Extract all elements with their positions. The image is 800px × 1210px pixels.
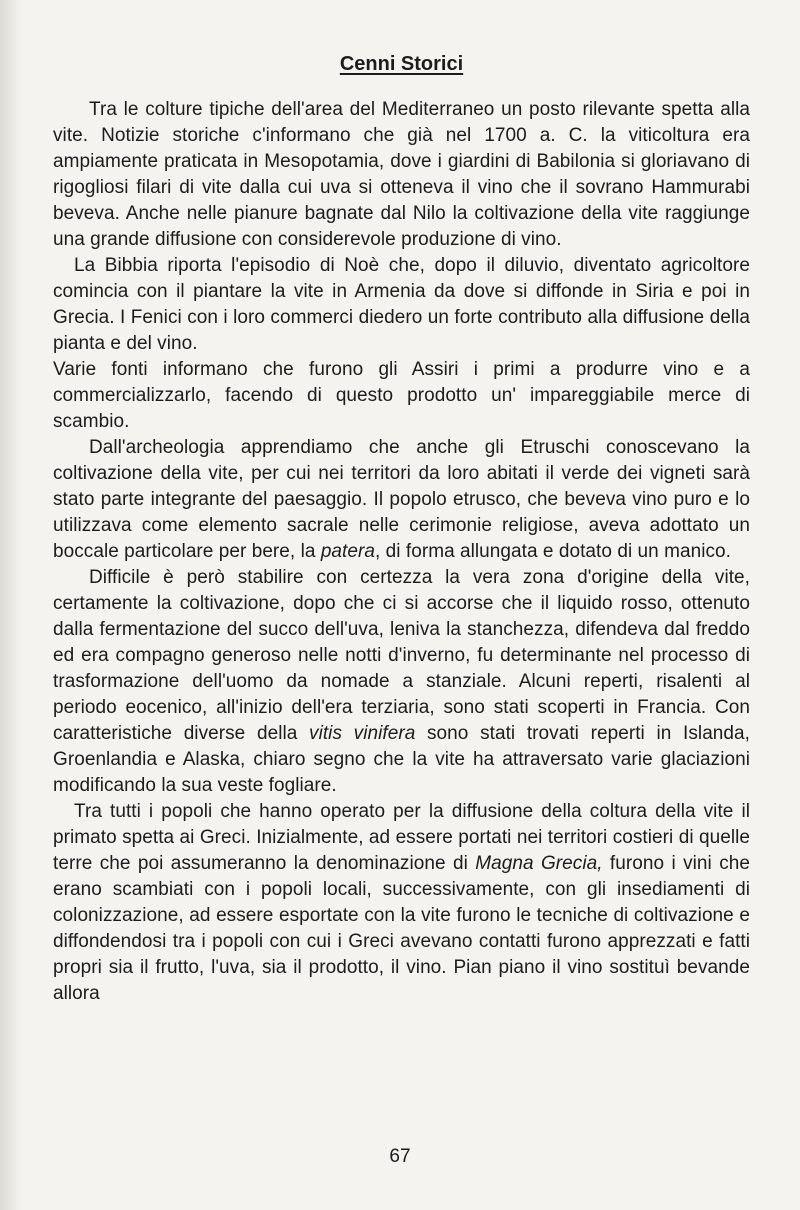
text-run: Tra tutti i popoli che hanno operato per la diffusione della coltura della vite il primato spetta ai Greci. Inizialmente, ad essere portati nei territori costieri di quelle terre che poi assumeranno la denominazione di [53,801,750,874]
paragraph-mesopotamia [53,97,750,253]
text-run: La Bibbia riporta l'episodio di Noè che, dopo il diluvio, diventato agricoltore comincia con il piantare la vite in Armenia da dove si diffonde in Siria e poi in Grecia. I Fenici con i loro commerci diedero un forte contributo alla diffusione della pianta e del vino. [53,255,750,354]
text-run: , di forma allungata e dotato di un manico. [375,541,731,562]
text-run: furono i vini che erano scambiati con i popoli locali, successivamente, con gli insediamenti di colonizzazione, ad essere esportate con la vite furono le tecniche di coltivazione e diffondendosi tra i popoli con cui i Greci avevano contatti furono apprezzati e fatti propri sia il frutto, l'uva, sia il prodotto, il vino. Pian piano il vino sostituì bevande allora [53,853,750,1004]
text-run: sono stati trovati reperti in Islanda, Groenlandia e Alaska, chiaro segno che la vite ha attraversato varie glaciazioni modificando la sua veste fogliare. [53,723,750,796]
italic-term: Magna Grecia, [475,853,603,874]
paragraph-origine [53,565,750,799]
italic-term: patera [320,541,375,562]
text-run: Dall'archeologia apprendiamo che anche gli Etruschi conoscevano la coltivazione della vite, per cui nei territori da loro abitati il verde dei vigneti sarà stato parte integrante del paesaggio. Il popolo etrusco, che beveva vino puro e lo utilizzava come elemento sacrale nelle cerimonie religiose, aveva adottato un boccale particolare per bere, la [53,437,750,562]
text-run: Varie fonti informano che furono gli Assiri i primi a produrre vino e a commercializzarlo, facendo di questo prodotto un' impareggiabile merce di scambio. [53,359,750,432]
document-page [53,52,750,1007]
page-number: 67 [389,1146,411,1167]
page-title: Cenni Storici [339,53,464,75]
text-run: Tra le colture tipiche dell'area del Mediterraneo un posto rilevante spetta alla vite. Notizie storiche c'informano che già nel 1700 a. C. la viticoltura era ampiamente praticata in Mesopotamia, dove i giardini di Babilonia si gloriavano di rigogliosi filari di vite dalla cui uva si otteneva il vino che il sovrano Hammurabi beveva. Anche nelle pianure bagnate dal Nilo la coltivazione della vite raggiunge una grande diffusione con considerevole produzione di vino. [53,99,750,250]
paragraph-bibbia [53,253,750,357]
paragraph-etruschi [53,435,750,565]
italic-term: vitis vinifera [309,723,416,744]
page-edge-shadow [0,0,22,1210]
text-run: Difficile è però stabilire con certezza la vera zona d'origine della vite, certamente la coltivazione, dopo che ci si accorse che il liquido rosso, ottenuto dalla fermentazione del succo dell'uva, leniva la stanchezza, difendeva dal freddo ed era compagno generoso nelle notti d'inverno, fu determinante nel processo di trasformazione dell'uomo da nomade a stanziale. Alcuni reperti, risalenti al periodo eocenico, all'inizio dell'era terziaria, sono stati scoperti in Francia. Con caratteristiche diverse della [53,567,750,744]
paragraph-assiri [53,357,750,435]
paragraph-greci [53,799,750,1007]
